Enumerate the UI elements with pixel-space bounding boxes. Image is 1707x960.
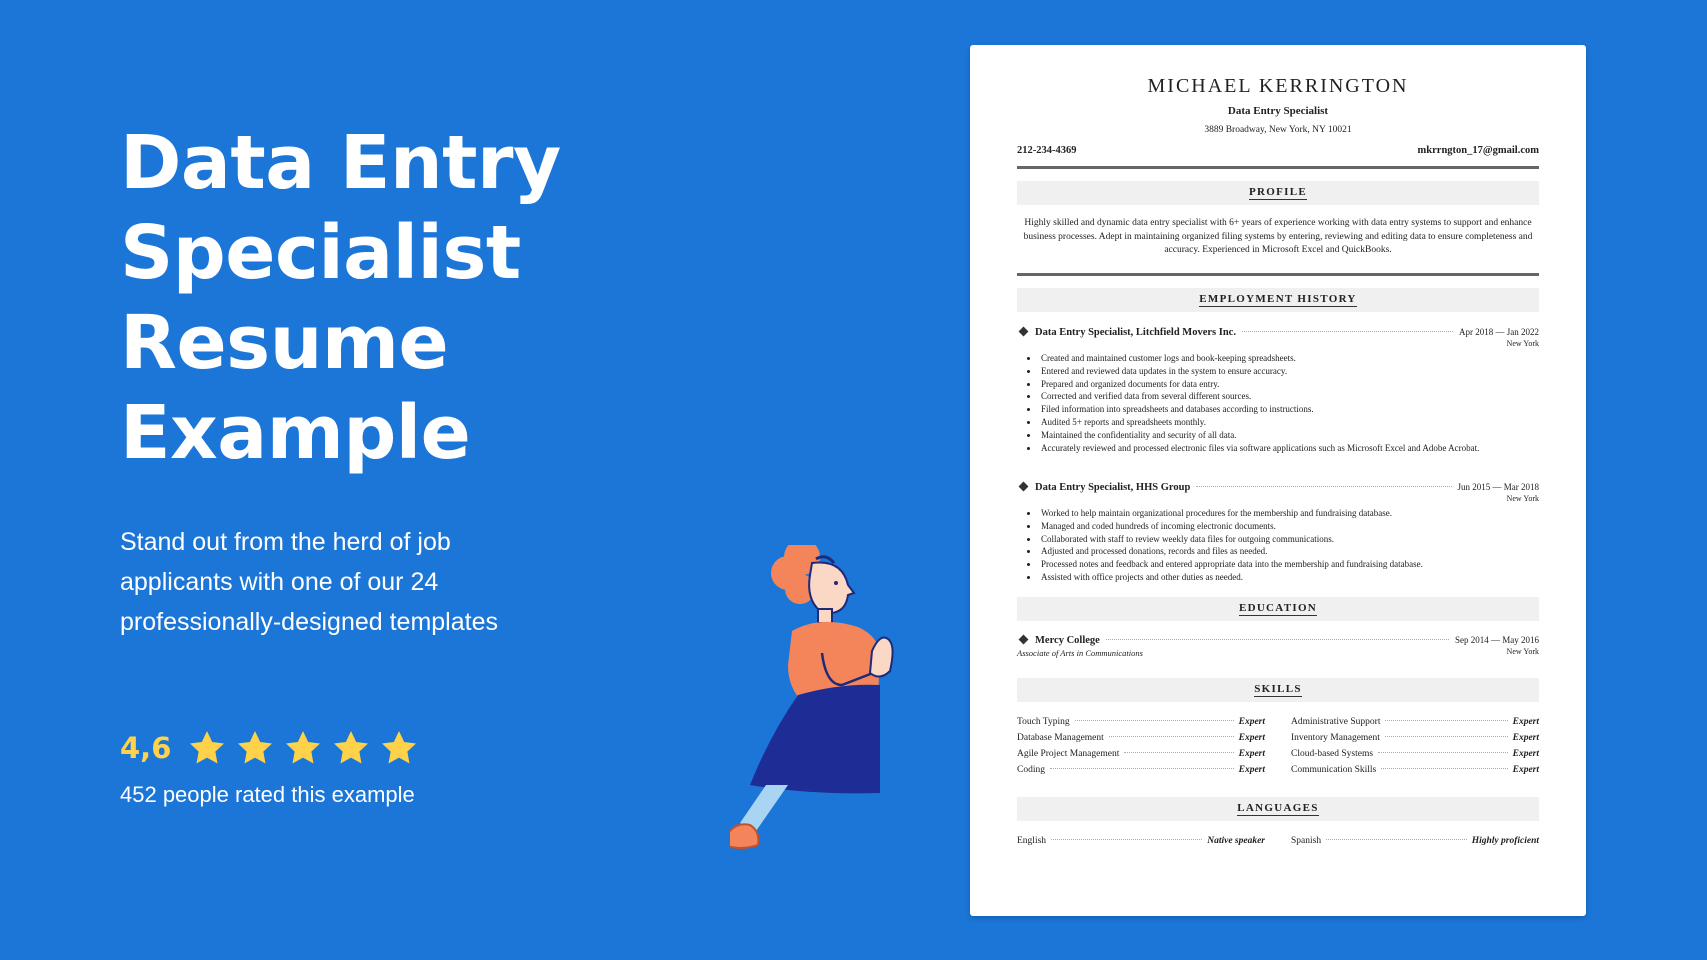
skill-level: Expert xyxy=(1512,733,1539,743)
bullet-diamond-icon xyxy=(1019,482,1029,492)
job-dates: Apr 2018 — Jan 2022 xyxy=(1459,327,1539,337)
section-title: EDUCATION xyxy=(1238,602,1318,614)
skill-name: Database Management xyxy=(1017,733,1104,743)
skill-item xyxy=(1291,733,1539,743)
language-item xyxy=(1017,836,1265,846)
job-title: Data Entry Specialist, HHS Group xyxy=(1035,482,1191,493)
skill-level: Expert xyxy=(1238,749,1265,759)
job-title: Data Entry Specialist, Litchfield Movers Inc. xyxy=(1035,327,1236,338)
job-bullet-item: • Collaborated with staff to review weekly data files for outgoing communications. xyxy=(1039,533,1539,546)
star-icon[interactable] xyxy=(331,728,371,768)
skill-item xyxy=(1017,749,1265,759)
page-title xyxy=(120,118,840,478)
skills-grid xyxy=(1017,717,1539,775)
star-icon[interactable] xyxy=(187,728,227,768)
job-dates: Jun 2015 — Mar 2018 xyxy=(1457,482,1539,492)
skill-level: Expert xyxy=(1238,733,1265,743)
language-level: Native speaker xyxy=(1207,836,1265,846)
skill-level: Expert xyxy=(1238,765,1265,775)
divider xyxy=(1017,166,1539,169)
title-line: Specialist Resume xyxy=(120,210,521,386)
resume-phone: 212-234-4369 xyxy=(1017,145,1077,156)
resume-name: MICHAEL KERRINGTON xyxy=(1147,75,1409,97)
skill-item xyxy=(1291,749,1539,759)
star-icon[interactable] xyxy=(235,728,275,768)
section-title: EMPLOYMENT HISTORY xyxy=(1199,293,1357,305)
job-bullet-item: • Corrected and verified data from several different sources. xyxy=(1039,390,1539,403)
divider xyxy=(1017,273,1539,276)
title-line: Example xyxy=(120,390,471,476)
language-name: English xyxy=(1017,836,1047,846)
job-bullet-item: • Processed notes and feedback and entered appropriate data into the membership and fundraising database. xyxy=(1039,558,1539,571)
section-header-profile xyxy=(1017,181,1539,205)
section-header-education xyxy=(1017,597,1539,621)
section-title: PROFILE xyxy=(1249,186,1307,198)
skill-name: Agile Project Management xyxy=(1017,749,1120,759)
skill-name: Cloud-based Systems xyxy=(1291,749,1374,759)
resume-preview[interactable] xyxy=(970,45,1586,916)
job-bullet-item: • Filed information into spreadsheets and databases according to instructions. xyxy=(1039,403,1539,416)
title-line: Data Entry xyxy=(120,120,561,206)
job-bullet-item: • Entered and reviewed data updates in the system to ensure accuracy. xyxy=(1039,365,1539,378)
rating-stars[interactable] xyxy=(187,728,427,768)
rating-count-text: 452 people rated this example xyxy=(120,782,415,807)
skill-level: Expert xyxy=(1512,717,1539,727)
skill-item xyxy=(1017,733,1265,743)
job-bullet-item: • Assisted with office projects and other duties as needed. xyxy=(1039,571,1539,584)
section-header-skills xyxy=(1017,678,1539,702)
language-level: Highly proficient xyxy=(1471,836,1539,846)
skill-name: Administrative Support xyxy=(1291,717,1381,727)
subtitle-line: applicants with one of our 24 xyxy=(120,568,439,596)
job-bullet-item: • Adjusted and processed donations, records and files as needed. xyxy=(1039,545,1539,558)
education-city: New York xyxy=(1506,647,1539,656)
star-icon[interactable] xyxy=(283,728,323,768)
languages-grid xyxy=(1017,836,1539,846)
job-city: New York xyxy=(1506,339,1539,348)
language-item xyxy=(1291,836,1539,846)
resume-role: Data Entry Specialist xyxy=(1227,105,1329,117)
job-bullet-item: • Created and maintained customer logs and book-keeping spreadsheets. xyxy=(1039,352,1539,365)
resume-address: 3889 Broadway, New York, NY 10021 xyxy=(1204,125,1352,135)
skill-level: Expert xyxy=(1512,765,1539,775)
skill-item xyxy=(1291,717,1539,727)
skill-item xyxy=(1017,765,1265,775)
skill-name: Inventory Management xyxy=(1291,733,1380,743)
education-degree: Associate of Arts in Communications xyxy=(1017,648,1143,658)
subtitle-line: professionally-designed templates xyxy=(120,608,498,636)
skill-item xyxy=(1017,717,1265,727)
skill-item xyxy=(1291,765,1539,775)
job-bullets xyxy=(1017,352,1539,454)
star-icon[interactable] xyxy=(379,728,419,768)
skill-name: Touch Typing xyxy=(1017,717,1070,727)
job-entry xyxy=(1017,482,1539,584)
rating-score: 4,6 xyxy=(120,731,172,765)
language-name: Spanish xyxy=(1291,836,1322,846)
skill-name: Coding xyxy=(1017,765,1045,775)
job-bullets xyxy=(1017,507,1539,584)
rating-block xyxy=(120,728,427,808)
section-title: LANGUAGES xyxy=(1237,802,1319,814)
job-bullet-item: • Worked to help maintain organizational procedures for the membership and fundraising database. xyxy=(1039,507,1539,520)
job-entry xyxy=(1017,327,1539,454)
resume-contact-row xyxy=(1017,145,1539,156)
skill-level: Expert xyxy=(1238,717,1265,727)
job-bullet-item: • Audited 5+ reports and spreadsheets monthly. xyxy=(1039,416,1539,429)
job-bullet-item: • Maintained the confidentiality and security of all data. xyxy=(1039,429,1539,442)
job-city: New York xyxy=(1506,494,1539,503)
section-title: SKILLS xyxy=(1254,683,1302,695)
job-bullet-item: • Managed and coded hundreds of incoming electronic documents. xyxy=(1039,520,1539,533)
job-bullet-item: • Accurately reviewed and processed electronic files via software applications such as Microsoft Excel and Adobe Acrobat. xyxy=(1039,442,1539,455)
education-entry xyxy=(1017,635,1539,658)
section-header-employment xyxy=(1017,288,1539,312)
education-school: Mercy College xyxy=(1035,635,1100,646)
hero-subtitle xyxy=(120,522,580,642)
skill-level: Expert xyxy=(1512,749,1539,759)
job-bullet-item: • Prepared and organized documents for data entry. xyxy=(1039,378,1539,391)
profile-text: Highly skilled and dynamic data entry specialist with 6+ years of experience working with data entry systems to support and enhance business processes. Adept in maintaining organized filing systems by entering, reviewing and editing data to ensure completeness and accuracy. Experienced in Microsoft Excel and QuickBooks. xyxy=(1023,218,1533,255)
section-header-languages xyxy=(1017,797,1539,821)
bullet-diamond-icon xyxy=(1019,635,1029,645)
education-dates: Sep 2014 — May 2016 xyxy=(1455,635,1539,645)
subtitle-line: Stand out from the herd of job xyxy=(120,528,451,556)
skill-name: Communication Skills xyxy=(1291,765,1377,775)
bullet-diamond-icon xyxy=(1019,327,1029,337)
resume-email: mkrrngton_17@gmail.com xyxy=(1417,145,1539,156)
woman-illustration xyxy=(730,545,980,875)
